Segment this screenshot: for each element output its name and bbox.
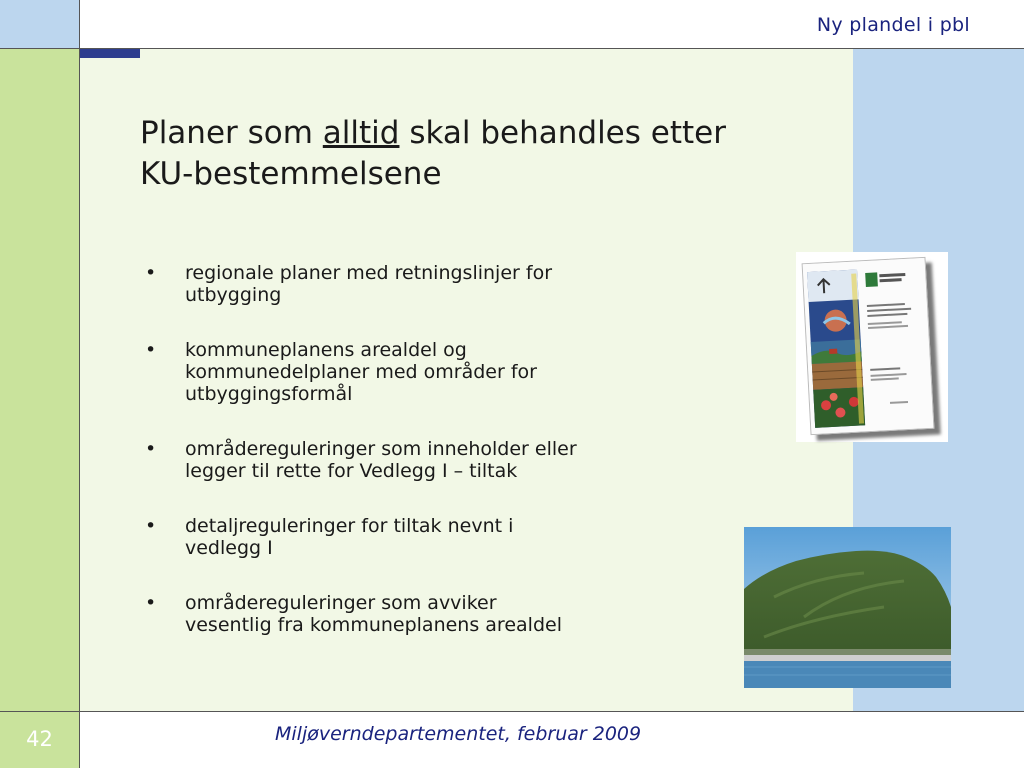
accent-bar bbox=[80, 49, 140, 58]
bullet-item bbox=[145, 339, 685, 405]
bullet-line: vesentlig fra kommuneplanens arealdel bbox=[185, 614, 562, 636]
bullet-line: vedlegg I bbox=[185, 537, 273, 559]
bullet-dot: • bbox=[145, 438, 157, 460]
slide-title bbox=[140, 113, 820, 195]
bullet-line: områdereguleringer som inneholder eller bbox=[185, 438, 577, 460]
bullet-item bbox=[145, 515, 685, 559]
left-divider bbox=[79, 0, 80, 768]
bullet-item bbox=[145, 262, 685, 306]
left-green-panel bbox=[0, 49, 79, 711]
bullet-line: utbyggingsformål bbox=[185, 383, 353, 405]
page-number: 42 bbox=[26, 727, 53, 751]
bullet-line: områdereguleringer som avviker bbox=[185, 592, 497, 614]
bullet-line: kommunedelplaner med områder for bbox=[185, 361, 537, 383]
slide-title-emphasis: alltid bbox=[322, 115, 400, 151]
bullet-line: utbygging bbox=[185, 284, 282, 306]
bullet-line: regionale planer med retningslinjer for bbox=[185, 262, 553, 284]
bullet-dot: • bbox=[145, 262, 157, 284]
header-left-block bbox=[0, 0, 79, 48]
bullet-item bbox=[145, 592, 685, 636]
bullet-line: kommuneplanens arealdel og bbox=[185, 339, 467, 361]
footer-text: Miljøverndepartementet, februar 2009 bbox=[275, 723, 642, 745]
bullet-dot: • bbox=[145, 339, 157, 361]
document-cover-illustration bbox=[803, 258, 934, 434]
bullet-list bbox=[145, 262, 685, 669]
slide-title-line2: KU-bestemmelsene bbox=[140, 156, 442, 192]
mountain-photo-illustration bbox=[744, 527, 951, 688]
bullet-line: legger til rette for Vedlegg I – tiltak bbox=[185, 460, 518, 482]
bullet-line: detaljreguleringer for tiltak nevnt i bbox=[185, 515, 514, 537]
mountain-photo bbox=[744, 527, 951, 688]
slide-title-part2: skal behandles etter bbox=[399, 115, 726, 151]
header-title: Ny plandel i pbl bbox=[816, 14, 970, 36]
bullet-dot: • bbox=[145, 592, 157, 614]
slide-title-part1: Planer som bbox=[140, 115, 323, 151]
bullet-item bbox=[145, 438, 685, 482]
header-divider bbox=[0, 48, 1024, 49]
document-cover-image bbox=[802, 257, 935, 435]
bullet-dot: • bbox=[145, 515, 157, 537]
